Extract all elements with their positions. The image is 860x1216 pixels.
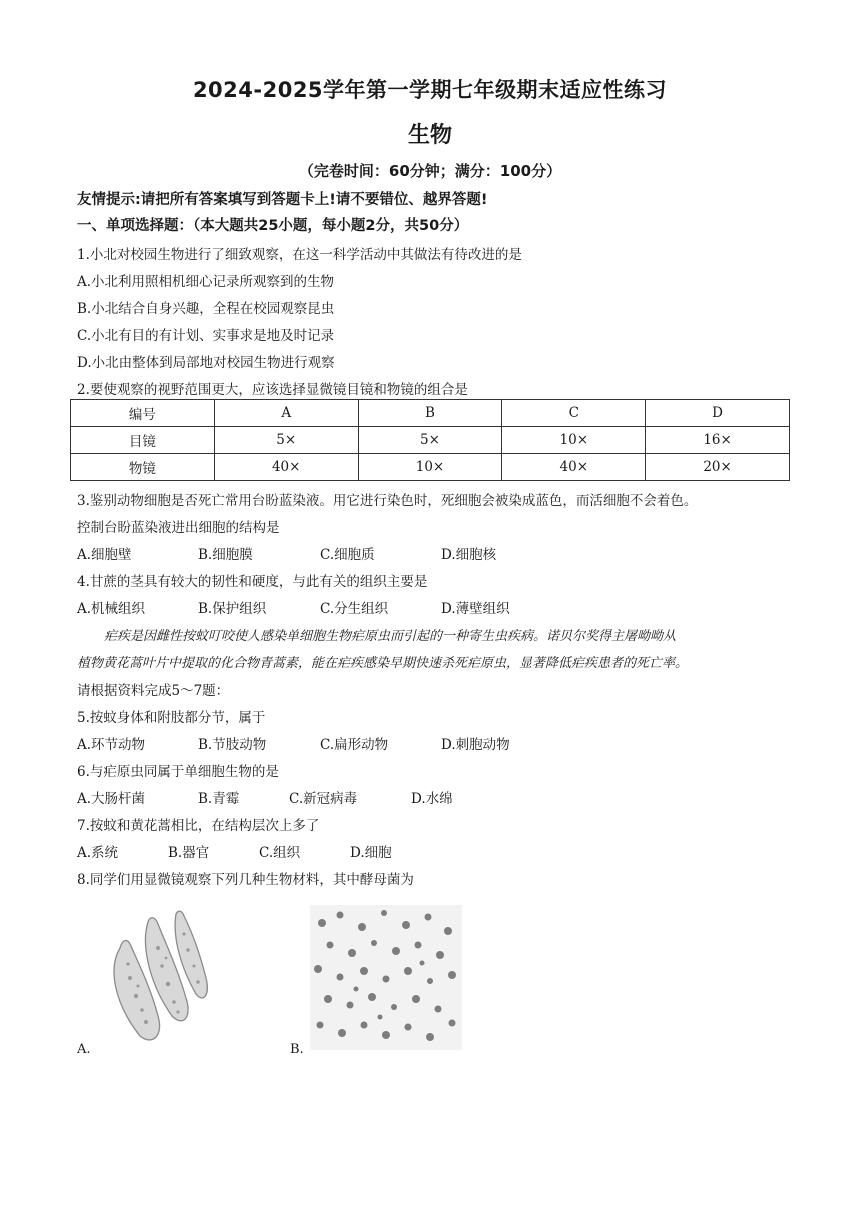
exam-title: 2024-2025学年第一学期七年级期末适应性练习	[192, 78, 668, 102]
specimen-image-a	[100, 908, 210, 1043]
q3-option-a: A.细胞壁	[77, 547, 132, 563]
q3-stem-line1: 3.鉴别动物细胞是否死亡常用台盼蓝染液。用它进行染色时，死细胞会被染成蓝色，而活细胞不会着色。	[77, 493, 698, 509]
passage-line2: 植物黄花蒿叶片中提取的化合物青蒿素，能在疟疾感染早期快速杀死疟原虫，显著降低疟疾患者的死亡率。	[77, 656, 689, 671]
q4-option-a: A.机械组织	[77, 601, 146, 617]
q6-options	[77, 787, 453, 807]
specimen-image-b	[310, 905, 462, 1050]
exam-meta: （完卷时间：60分钟；满分：100分）	[298, 162, 562, 180]
q7-option-b: B.器官	[168, 845, 210, 861]
q7-stem: 7.按蚊和黄花蒿相比，在结构层次上多了	[77, 818, 320, 834]
q5-option-d: D.刺胞动物	[441, 737, 510, 753]
table-cell: 编号	[71, 400, 215, 427]
q6-option-a: A.大肠杆菌	[77, 791, 146, 807]
q5-option-b: B.节肢动物	[198, 737, 267, 753]
q5-option-a: A.环节动物	[77, 737, 146, 753]
q3-option-d: D.细胞核	[441, 547, 497, 563]
q6-option-b: B.青霉	[198, 791, 240, 807]
q7-option-d: D.细胞	[350, 845, 392, 861]
table-cell: B	[358, 400, 502, 427]
q6-option-d: D.水绵	[411, 791, 453, 807]
q3-options	[77, 543, 496, 563]
image-b-label: B.	[290, 1042, 304, 1057]
passage-line1: 疟疾是因雌性按蚊叮咬使人感染单细胞生物疟原虫而引起的一种寄生虫疾病。诺贝尔奖得主屠呦呦从	[104, 629, 677, 644]
table-cell: 5×	[358, 427, 502, 454]
q6-stem: 6.与疟原虫同属于单细胞生物的是	[77, 764, 279, 780]
q3-option-c: C.细胞质	[320, 547, 375, 563]
q2-stem: 2.要使观察的视野范围更大，应该选择显微镜目镜和物镜的组合是	[77, 382, 468, 398]
q1-option-c: C.小北有目的有计划、实事求是地及时记录	[77, 328, 335, 344]
q8-stem: 8.同学们用显微镜观察下列几种生物材料，其中酵母菌为	[77, 872, 414, 888]
notice: 友情提示:请把所有答案填写到答题卡上!请不要错位、越界答题!	[77, 192, 488, 208]
q5-stem: 5.按蚊身体和附肢都分节，属于	[77, 710, 266, 726]
table-cell: A	[214, 400, 358, 427]
q7-option-a: A.系统	[77, 845, 119, 861]
q4-option-c: C.分生组织	[320, 601, 389, 617]
q1-option-d: D.小北由整体到局部地对校园生物进行观察	[77, 355, 335, 371]
table-row	[71, 454, 790, 481]
q1-option-b: B.小北结合自身兴趣，全程在校园观察昆虫	[77, 301, 335, 317]
subject-title: 生物	[407, 123, 452, 148]
table-cell: 20×	[646, 454, 790, 481]
magnification-table	[70, 399, 790, 481]
q5-options	[77, 733, 510, 753]
q4-option-b: B.保护组织	[198, 601, 267, 617]
q4-options	[77, 597, 510, 617]
table-cell: 16×	[646, 427, 790, 454]
table-row	[71, 427, 790, 454]
section-heading: 一、单项选择题：（本大题共25小题，每小题2分，共50分）	[77, 218, 469, 234]
q3-option-b: B.细胞膜	[198, 547, 253, 563]
q4-stem: 4.甘蔗的茎具有较大的韧性和硬度，与此有关的组织主要是	[77, 574, 428, 590]
q1-option-a: A.小北利用照相机细心记录所观察到的生物	[77, 274, 335, 290]
q4-option-d: D.薄壁组织	[441, 601, 510, 617]
q7-options	[77, 841, 392, 861]
table-cell: 5×	[214, 427, 358, 454]
table-cell: 40×	[214, 454, 358, 481]
q3-stem-line2: 控制台盼蓝染液进出细胞的结构是	[77, 520, 280, 536]
table-cell: C	[502, 400, 646, 427]
passage-line3: 请根据资料完成5～7题：	[77, 683, 230, 699]
table-cell: 目镜	[71, 427, 215, 454]
image-a-label: A.	[77, 1042, 91, 1057]
table-cell: 物镜	[71, 454, 215, 481]
table-cell: 40×	[502, 454, 646, 481]
q5-option-c: C.扁形动物	[320, 737, 389, 753]
table-cell: 10×	[502, 427, 646, 454]
q7-option-c: C.组织	[259, 845, 301, 861]
table-cell: D	[646, 400, 790, 427]
table-cell: 10×	[358, 454, 502, 481]
table-header-row	[71, 400, 790, 427]
q6-option-c: C.新冠病毒	[289, 791, 358, 807]
q1-stem: 1.小北对校园生物进行了细致观察，在这一科学活动中其做法有待改进的是	[77, 247, 522, 263]
